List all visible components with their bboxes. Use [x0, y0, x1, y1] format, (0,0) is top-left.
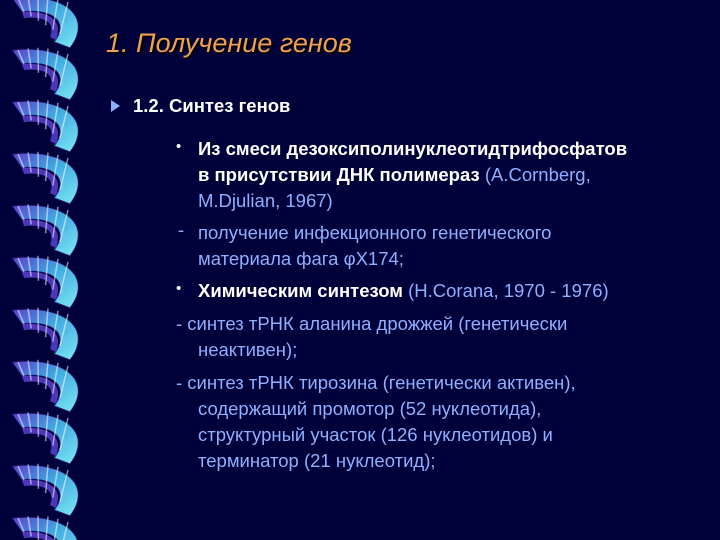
item2-line2: материала фага φХ174; [198, 248, 404, 269]
item3-line [198, 280, 609, 302]
item1-bullet-icon: • [176, 138, 182, 155]
slide-title: 1. Получение генов [106, 28, 352, 58]
item5-line1: - синтез тРНК тирозина (генетически активен), [176, 372, 576, 393]
item1-reference-line2: M.Djulian, 1967) [198, 190, 333, 211]
item2-dash: - [178, 219, 185, 240]
item4-line2: неактивен); [198, 339, 298, 360]
item1-line2 [198, 164, 591, 186]
item5-line2: содержащий промотор (52 нуклеотида), [198, 398, 542, 419]
item1-reference-part1: (A.Cornberg, [484, 164, 591, 185]
item5-line4: терминатор (21 нуклеотид); [198, 450, 436, 471]
section-bullet-icon [111, 100, 120, 112]
item1-line1: Из смеси дезоксиполинуклеотидтрифосфатов [198, 138, 628, 159]
item2-line1: получение инфекционного генетического [198, 222, 552, 243]
item5-line3: структурный участок (126 нуклеотидов) и [198, 424, 553, 445]
item3-reference: (H.Corana, 1970 - 1976) [408, 280, 609, 301]
item3-bullet-icon: • [176, 280, 182, 297]
item3-bold-text: Химическим синтезом [198, 280, 403, 301]
item4-line1: - синтез тРНК аланина дрожжей (генетически [176, 313, 568, 334]
item1-bold-text: в присутствии ДНК полимераз [198, 164, 480, 185]
section-heading: 1.2. Синтез генов [133, 95, 291, 116]
